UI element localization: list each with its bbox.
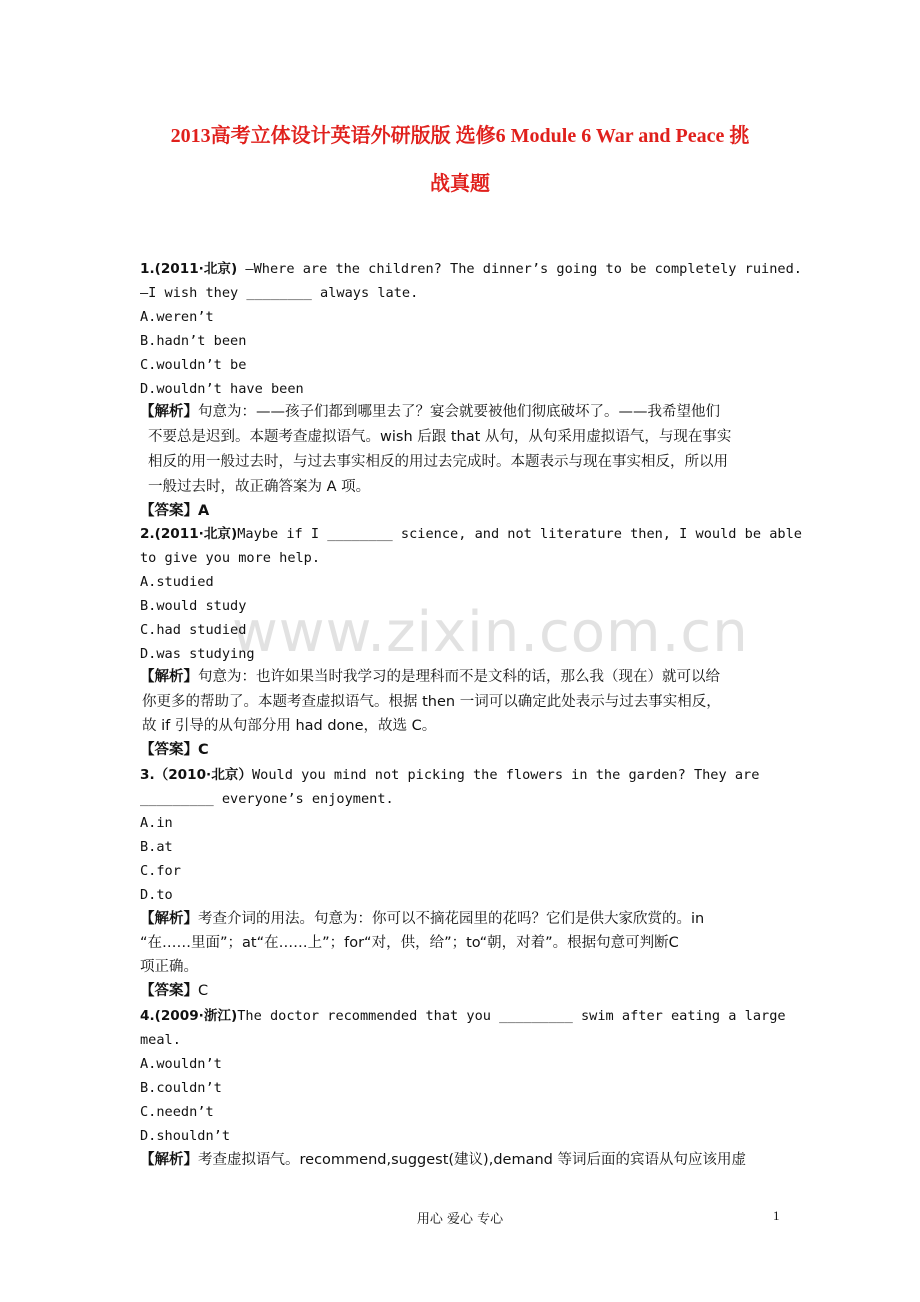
q2-option-b: B.would study — [140, 598, 247, 614]
q2-number: 2.(2011·北京) — [140, 526, 238, 542]
q3-answer-label: 【答案】 — [140, 983, 198, 999]
q4-number: 4.(2009·浙江) — [140, 1008, 238, 1024]
watermark: www.zixin.com.cn — [232, 600, 749, 665]
q3-option-c: C.for — [140, 863, 181, 879]
q2-explanation-line-3: 故 if 引导的从句部分用 had done，故选 C。 — [142, 718, 437, 734]
q2-explanation-line-2: 你更多的帮助了。本题考查虚拟语气。根据 then 一词可以确定此处表示与过去事实相反， — [142, 694, 721, 710]
q2-option-c: C.had studied — [140, 622, 247, 638]
q1-stem-line-1 — [140, 261, 802, 277]
page-footer: 用心 爱心 专心 — [416, 1212, 504, 1227]
q4-option-c: C.needn’t — [140, 1104, 214, 1120]
q2-answer-label: 【答案】 — [140, 742, 198, 758]
q1-explanation-line-2: 不要总是迟到。本题考查虚拟语气。wish 后跟 that 从句，从句采用虚拟语气，与现在事实 — [148, 429, 732, 445]
q3-explanation-label: 【解析】 — [140, 911, 198, 927]
q1-explanation-label: 【解析】 — [140, 404, 198, 420]
q3-number: 3.（2010·北京） — [140, 767, 252, 783]
q1-answer-value: A — [198, 503, 210, 519]
q3-explanation-line-2: “在……里面”；at“在……上”；for“对，供，给”；to“朝，对着”。根据句意可判断C — [140, 935, 679, 951]
q1-option-a: A.weren’t — [140, 309, 214, 325]
q2-explanation-label: 【解析】 — [140, 669, 198, 685]
q1-explanation-line-1: 【解析】句意为：——孩子们都到哪里去了？宴会就要被他们彻底破坏了。——我希望他们 — [140, 404, 720, 420]
q3-answer-value: C — [198, 983, 209, 999]
q3-option-d: D.to — [140, 887, 173, 903]
q1-option-d: D.wouldn’t have been — [140, 381, 304, 397]
q1-option-c: C.wouldn’t be — [140, 357, 247, 373]
q1-number: 1.(2011·北京) — [140, 261, 238, 277]
q1-explanation-line-4: 一般过去时，故正确答案为 A 项。 — [148, 479, 371, 495]
q4-option-b: B.couldn’t — [140, 1080, 222, 1096]
q3-answer — [140, 982, 800, 1000]
page-number: 1 — [773, 1208, 780, 1223]
q1-option-b: B.hadn’t been — [140, 333, 247, 349]
q3-stem-1: Would you mind not picking the flowers in the garden? They are — [252, 767, 760, 783]
q3-explanation-line-3: 项正确。 — [140, 959, 198, 975]
q4-option-a: A.wouldn’t — [140, 1056, 222, 1072]
document-title-line-1: 2013高考立体设计英语外研版版 选修6 Module 6 War and Peace 挑 — [170, 125, 750, 147]
q4-stem-line-2: meal. — [140, 1032, 181, 1048]
q1-answer — [140, 502, 800, 520]
q3-option-a: A.in — [140, 815, 173, 831]
q4-stem-1: The doctor recommended that you _________ swim after eating a large — [237, 1008, 786, 1024]
q4-explanation-line-1: 【解析】考查虚拟语气。recommend,suggest(建议),demand 等词后面的宾语从句应该用虚 — [140, 1152, 746, 1168]
q2-option-a: A.studied — [140, 574, 214, 590]
q4-option-d: D.shouldn’t — [140, 1128, 231, 1144]
q2-answer-value: C — [198, 742, 209, 758]
q1-explanation-line-3: 相反的用一般过去时，与过去事实相反的用过去完成时。本题表示与现在事实相反，所以用 — [148, 454, 728, 470]
document-title-line-2: 战真题 — [430, 173, 490, 195]
q3-explanation-line-1: 【解析】考查介词的用法。句意为：你可以不摘花园里的花吗？它们是供大家欣赏的。in — [140, 911, 705, 927]
q4-explanation-label: 【解析】 — [140, 1152, 198, 1168]
q2-stem-1: Maybe if I ________ science, and not literature then, I would be able — [237, 526, 802, 542]
q1-stem-line-2: —I wish they ________ always late. — [140, 285, 419, 301]
q2-explanation-line-1: 【解析】句意为：也许如果当时我学习的是理科而不是文科的话，那么我（现在）就可以给 — [140, 669, 720, 685]
q1-answer-label: 【答案】 — [140, 503, 198, 519]
q2-option-d: D.was studying — [140, 646, 255, 662]
q3-stem-line-2: _________ everyone’s enjoyment. — [140, 791, 394, 807]
q2-stem-line-1 — [140, 526, 802, 542]
q2-answer — [140, 741, 800, 759]
q2-stem-line-2: to give you more help. — [140, 550, 321, 566]
q4-stem-line-1 — [140, 1008, 786, 1024]
q3-option-b: B.at — [140, 839, 173, 855]
q1-stem-1: —Where are the children? The dinner’s going to be completely ruined. — [237, 261, 802, 277]
q3-stem-line-1 — [140, 767, 759, 783]
